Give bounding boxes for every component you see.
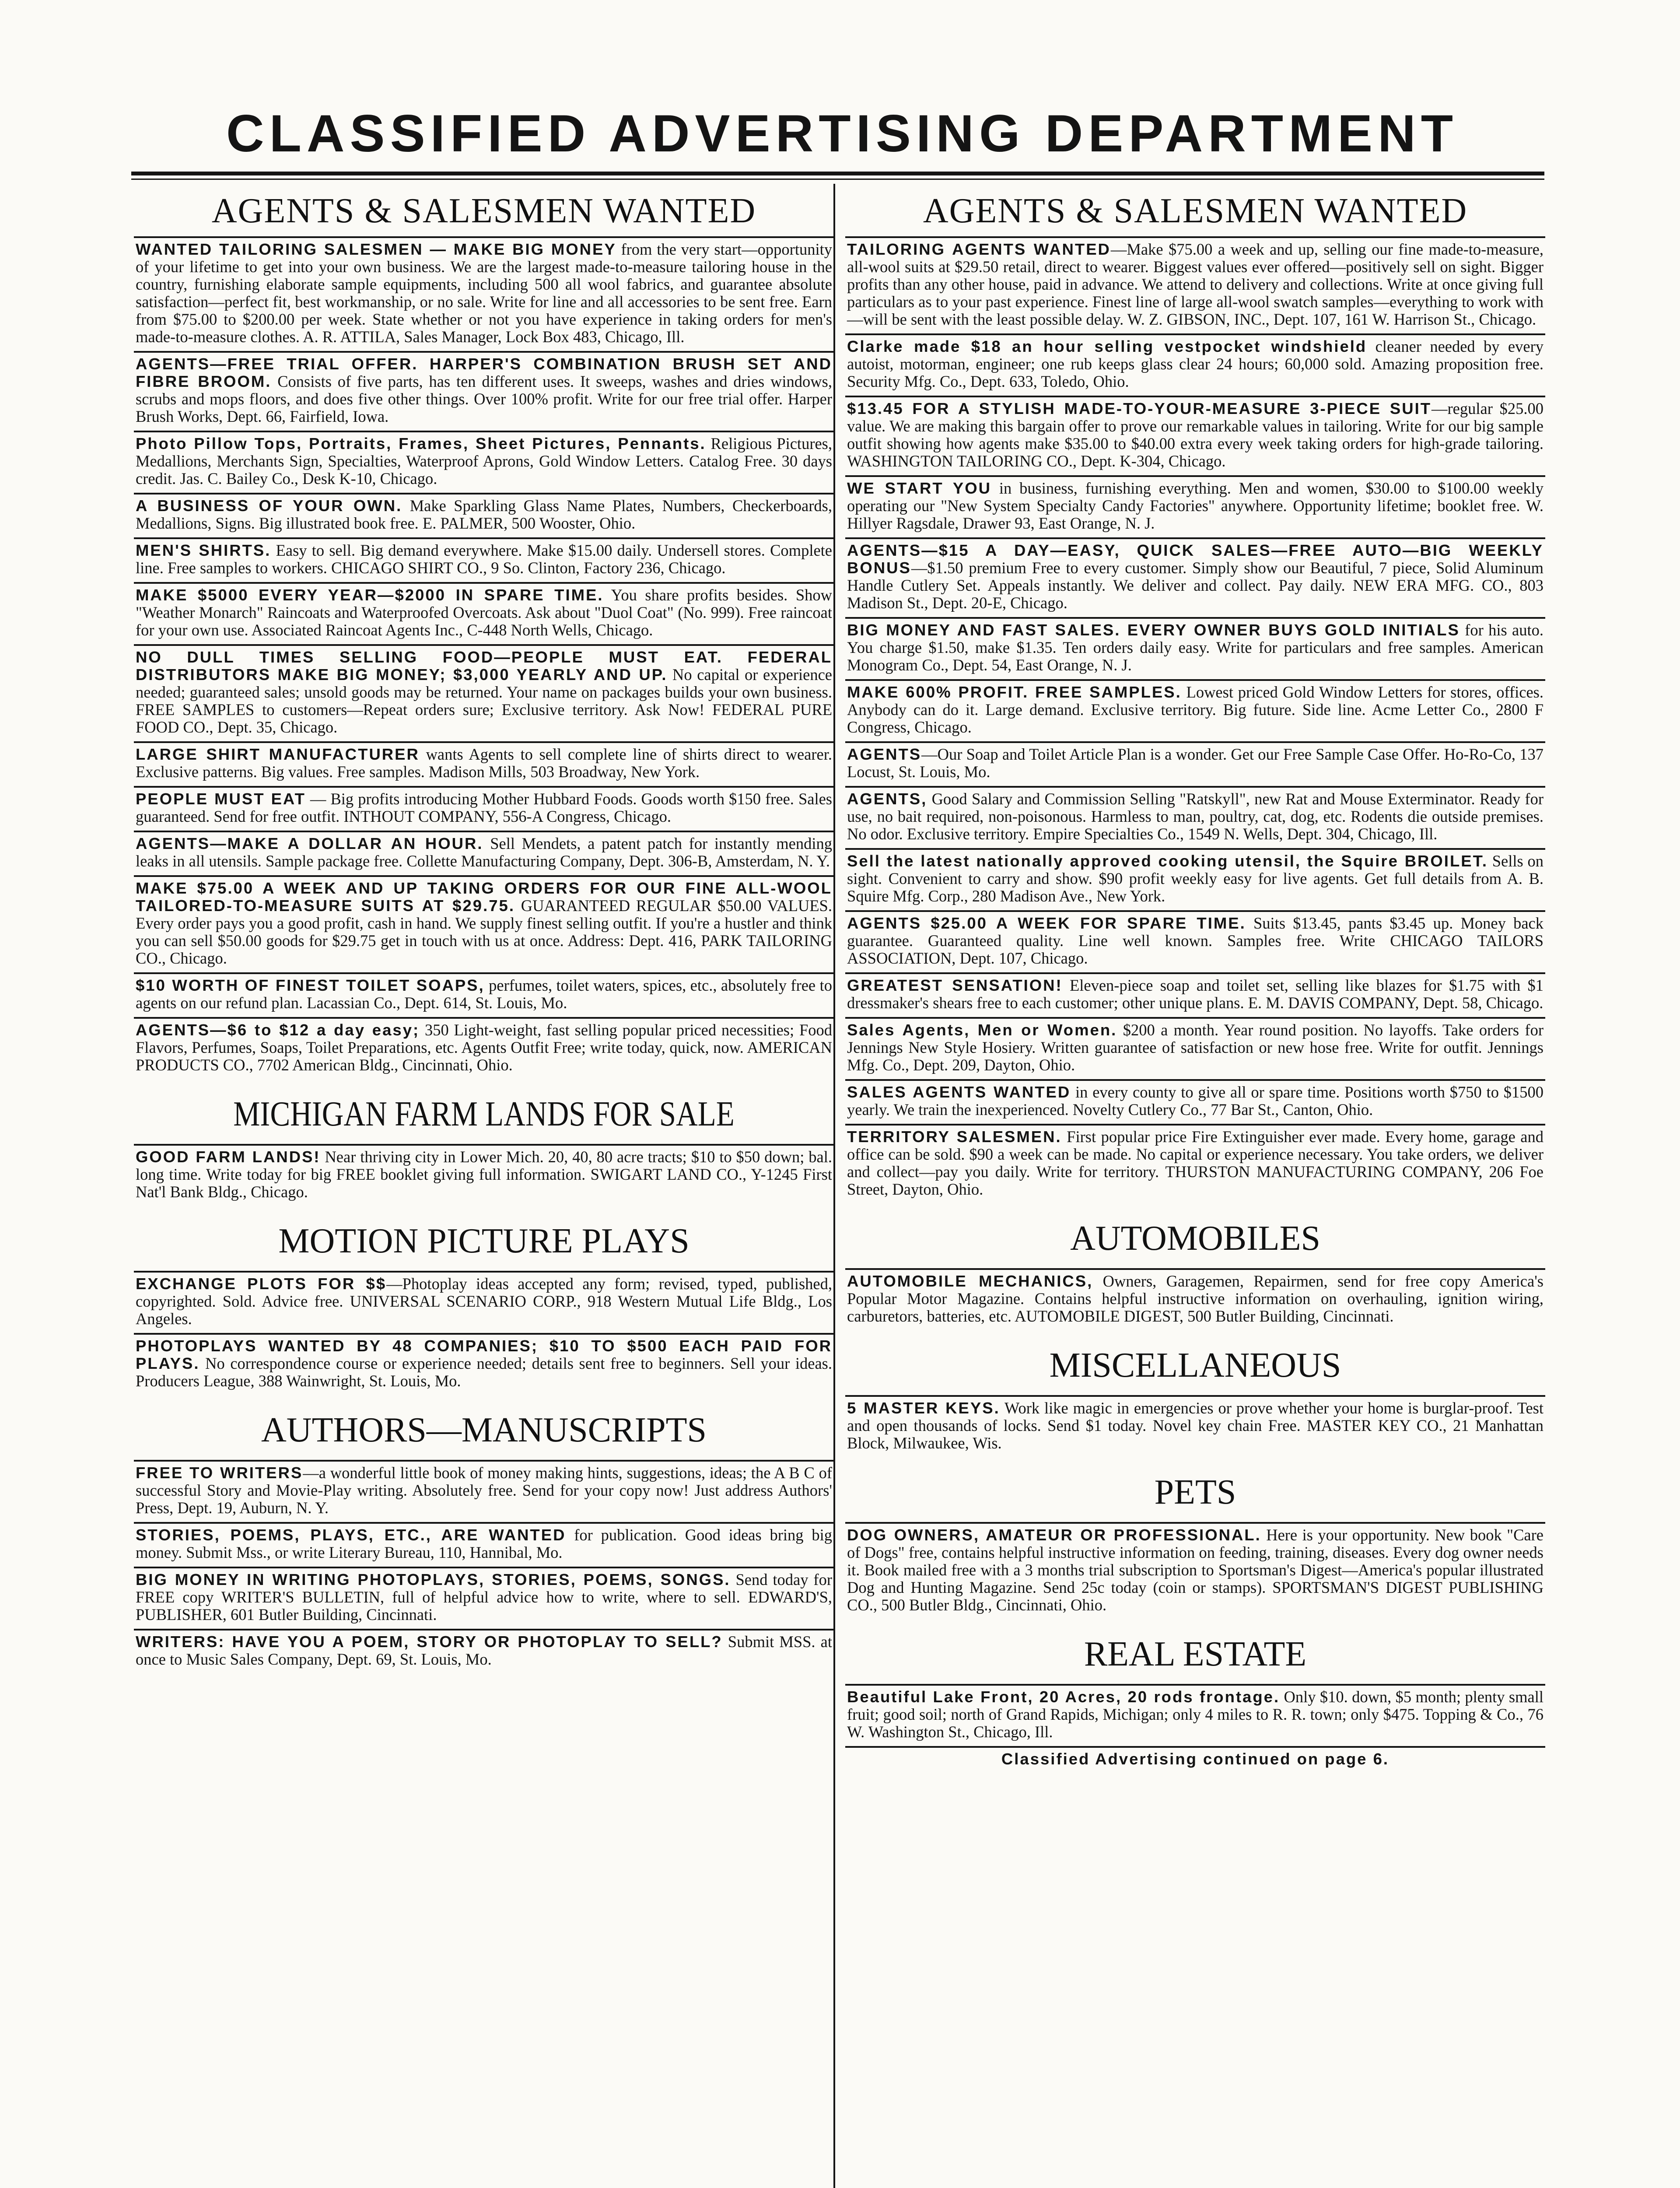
ad-body-text: Sells on sight. Convenient to carry and show. $90 profit weekly easy for live agents. Get full details from A. B. Squire Mfg. Corp., 280 Madison Ave., New York. [847, 852, 1544, 905]
ad-list-miscellaneous [845, 1395, 1545, 1457]
classified-ad [845, 786, 1545, 848]
classified-ad [845, 848, 1545, 910]
ad-body-text: 350 Light-weight, fast selling popular priced necessities; Food Flavors, Perfumes, Soaps, Toilet Preparations, etc. Agents Outfit Free; write today, quick, now. AMERICAN PRODUCTS CO., 7702 American Bldg., Cincinnati, Ohio. [136, 1021, 833, 1074]
ad-body-text: Make Sparkling Glass Name Plates, Numbers, Checkerboards, Medallions, Signs. Big illustrated book free. E. PALMER, 500 Wooster, Ohio. [136, 497, 832, 532]
ad-lead-text: TERRITORY SALESMEN. [847, 1128, 1062, 1146]
ad-body-text: Easy to sell. Big demand everywhere. Make $15.00 daily. Undersell stores. Complete line. Free samples to workers. CHICAGO SHIRT CO., 9 So. Clinton, Factory 236, Chicago. [136, 541, 833, 577]
ad-body-text: Send today for FREE copy WRITER'S BULLETIN, full of helpful advice how to write, where to sell. EDWARD'S, PUBLISHER, 601 Butler Building, Cincinnati. [136, 1571, 832, 1623]
ad-lead-text: MAKE $5000 EVERY YEAR—$2000 IN SPARE TIME. [136, 586, 604, 604]
classified-ad [845, 1017, 1545, 1079]
classified-ad [134, 1567, 834, 1629]
ad-lead-text: AGENTS—FREE TRIAL OFFER. HARPER'S COMBINATION BRUSH SET AND FIBRE BROOM. [136, 355, 832, 390]
classified-ad [134, 644, 834, 741]
ad-lead-text: Clarke made $18 an hour selling vestpocket windshield [847, 337, 1367, 355]
ad-body-text: —regular $25.00 value. We are making this bargain offer to prove our remarkable values in tailoring. Write for our big sample outfit showing how agents make $35.00 to $40.00 extra every week taking orders for high-grade tailoring. WASHINGTON TAILORING CO., Dept. K-304, Chicago. [847, 400, 1544, 470]
section-heading-real-estate: REAL ESTATE [1084, 1635, 1307, 1673]
ad-body-text: Near thriving city in Lower Mich. 20, 40, 80 acre tracts; $10 to $50 down; bal. long time. Write today for big FREE booklet giving full information. SWIGART LAND CO., Y-1245 First Nat'l Bank Bldg., Chicago. [136, 1148, 833, 1201]
ad-lead-text: BIG MONEY IN WRITING PHOTOPLAYS, STORIES, POEMS, SONGS. [136, 1571, 731, 1588]
classified-ad [134, 236, 834, 351]
ad-body-text: Sell Mendets, a patent patch for instantly mending leaks in all utensils. Sample package free. Collette Manufacturing Company, Dept. 306-B, Amsterdam, N. Y. [136, 835, 833, 870]
classified-ad [134, 431, 834, 493]
ad-lead-text: AGENTS—MAKE A DOLLAR AN HOUR. [136, 835, 483, 852]
ad-lead-text: MAKE 600% PROFIT. FREE SAMPLES. [847, 683, 1182, 701]
classified-ad [845, 333, 1545, 396]
ad-body-text: for his auto. You charge $1.50, make $1.35. Ten orders daily easy. Write for particulars and free samples. American Monogram Co., Dept. 54, East Orange, N. J. [847, 621, 1544, 674]
classified-ad [134, 1333, 834, 1395]
ad-body-text: —Photoplay ideas accepted any form; revised, typed, published, copyrighted. Sold. Advice free. UNIVERSAL SCENARIO CORP., 918 Western Mutual Life Bldg., Los Angeles. [136, 1275, 832, 1328]
ad-list-pets [845, 1522, 1545, 1619]
classified-ad [845, 1124, 1545, 1203]
section-heading-authors: AUTHORS—MANUSCRIPTS [261, 1411, 707, 1449]
ad-lead-text: $13.45 FOR A STYLISH MADE-TO-YOUR-MEASURE 3-PIECE SUIT [847, 400, 1432, 417]
ad-body-text: cleaner needed by every autoist, motorman, engineer; one rub keeps glass clear 24 hours; 60,000 sold. Amazing proposition free. Security Mfg. Co., Dept. 633, Toledo, Ohio. [847, 337, 1544, 390]
ad-list-automobiles [845, 1268, 1545, 1330]
ad-lead-text: SALES AGENTS WANTED [847, 1083, 1071, 1101]
ad-body-text: Only $10. down, $5 month; plenty small fruit; good soil; north of Grand Rapids, Michigan; only 4 miles to R. R. town; only $475. Topping & Co., 76 W. Washington St., Chicago, Ill. [847, 1688, 1544, 1741]
ad-body-text: Here is your opportunity. New book "Care of Dogs" free, contains helpful instructive information on feeding, training, diseases. Every dog owner needs it. Book mailed free with a 3 months trial subscription to Sportsman's Digest—America's popular illustrated Dog and Hunting Magazine. Send 25c today (coin or stamps). SPORTSMAN'S DIGEST PUBLISHING CO., 500 Butler Bldg., Cincinnati, Ohio. [847, 1526, 1544, 1614]
section-heading-motion-picture: MOTION PICTURE PLAYS [278, 1222, 690, 1260]
ad-lead-text: GREATEST SENSATION! [847, 976, 1063, 994]
ad-lead-text: WANTED TAILORING SALESMEN — MAKE BIG MONEY [136, 240, 616, 258]
section-heading-agents-right: AGENTS & SALESMEN WANTED [923, 192, 1468, 230]
ad-lead-text: 5 MASTER KEYS. [847, 1399, 1000, 1417]
ad-lead-text: MEN'S SHIRTS. [136, 541, 271, 559]
ad-body-text: —a wonderful little book of money making hints, suggestions, ideas; the A B C of successful Story and Movie-Play writing. Absolutely free. Send for your copy now! Just address Authors' Press, Dept. 19, Auburn, N. Y. [136, 1464, 832, 1517]
ad-body-text: Owners, Garagemen, Repairmen, send for free copy America's Popular Motor Magazine. Contains helpful instructive information on overhauling, ignition wiring, carburetors, batteries, etc. AUTOMOBILE DIGEST, 500 Butler Building, Cincinnati. [847, 1272, 1544, 1325]
classified-ad [845, 741, 1545, 786]
ad-lead-text: WE START YOU [847, 479, 991, 497]
ad-lead-text: WRITERS: HAVE YOU A POEM, STORY OR PHOTOPLAY TO SELL? [136, 1633, 723, 1651]
classified-ad [134, 1271, 834, 1333]
ad-lead-text: Sales Agents, Men or Women. [847, 1021, 1117, 1039]
classified-ad [134, 972, 834, 1017]
classified-ad [134, 537, 834, 582]
ad-body-text: perfumes, toilet waters, spices, etc., absolutely free to agents on our refund plan. Lacassian Co., Dept. 614, St. Louis, Mo. [136, 976, 832, 1012]
section-heading-miscellaneous: MISCELLANEOUS [1049, 1346, 1341, 1385]
classified-ad [845, 910, 1545, 972]
ad-list-motion-picture [134, 1271, 834, 1395]
ad-lead-text: AGENTS—$15 A DAY—EASY, QUICK SALES—FREE AUTO—BIG WEEKLY BONUS [847, 541, 1544, 577]
ad-body-text: First popular price Fire Extinguisher ever made. Every home, garage and office can be sold. $90 a week can be made. No capital or experience necessary. You take orders, we deliver and collect—pay you daily. Write for territory. THURSTON MANUFACTURING COMPANY, 206 Foe Street, Dayton, Ohio. [847, 1128, 1544, 1198]
continued-note [845, 1746, 1545, 1773]
section-heading-agents: AGENTS & SALESMEN WANTED [211, 192, 756, 230]
classified-ad [845, 1522, 1545, 1619]
classified-ad [845, 1684, 1545, 1746]
ad-lead-text: $10 WORTH OF FINEST TOILET SOAPS, [136, 976, 485, 994]
ad-body-text: You share profits besides. Show "Weather Monarch" Raincoats and Waterproofed Overcoats. Ask about "Duol Coat" (No. 999). Free raincoat for your own use. Associated Raincoat Agents Inc., C-448 North Wells, Chicago. [136, 586, 832, 639]
classified-ad [134, 1460, 834, 1522]
ad-body-text: from the very start—opportunity of your lifetime to get into your own business. We are the largest made-to-measure tailoring house in the country, furnishing elaborate sample equipments, including 500 all wool fabrics, and guarantee absolute satisfaction—perfect fit, best workmanship, or no sale. Write for line and all accessories to be sent free. Earn from $75.00 to $200.00 per week. State whether or not you have experience in taking orders for men's made-to-measure clothes. A. R. ATTILA, Sales Manager, Lock Box 483, Chicago, Ill. [136, 240, 832, 346]
ad-lead-text: AGENTS, [847, 790, 928, 808]
classified-ad [134, 351, 834, 431]
ad-lead-text: TAILORING AGENTS WANTED [847, 240, 1111, 258]
ad-list-authors [134, 1460, 834, 1673]
classified-ad [134, 831, 834, 875]
ad-lead-text: FREE TO WRITERS [136, 1464, 303, 1482]
ad-lead-text: Photo Pillow Tops, Portraits, Frames, Sheet Pictures, Pennants. [136, 435, 706, 452]
classified-ad [845, 537, 1545, 617]
ad-body-text: Consists of five parts, has ten different uses. It sweeps, washes and dries windows, scrubs and mops floors, and does five other things. Over 100% profit. Write for our free trial offer. Harper Brush Works, Dept. 66, Fairfield, Iowa. [136, 372, 832, 425]
ad-lead-text: DOG OWNERS, AMATEUR OR PROFESSIONAL. [847, 1526, 1261, 1544]
ad-body-text: —Our Soap and Toilet Article Plan is a wonder. Get our Free Sample Case Offer. Ho-Ro-Co, 137 Locust, St. Louis, Mo. [847, 745, 1544, 781]
ad-lead-text: STORIES, POEMS, PLAYS, ETC., ARE WANTED [136, 1526, 566, 1544]
ad-lead-text: AGENTS—$6 to $12 a day easy; [136, 1021, 420, 1039]
ad-body-text: $200 a month. Year round position. No layoffs. Take orders for Jennings New Style Hosiery. Written guarantee of satisfaction or new hose free. Write for outfit. Jennings Mfg. Co., Dept. 209, Dayton, Ohio. [847, 1021, 1544, 1074]
classified-ad [134, 1144, 834, 1206]
ad-body-text: Submit MSS. at once to Music Sales Company, Dept. 69, St. Louis, Mo. [136, 1633, 832, 1668]
ad-lead-text: Sell the latest nationally approved cooking utensil, the Squire BROILET. [847, 852, 1488, 870]
classified-ad [134, 582, 834, 644]
ad-body-text: —$1.50 premium Free to every customer. Simply show our Beautiful, 7 piece, Solid Aluminum Handle Cutlery Set. Appeals instantly. We deliver and collect. Pay daily. NEW ERA MFG. CO., 803 Madison St., Dept. 20-E, Chicago. [847, 559, 1544, 612]
ad-lead-text: NO DULL TIMES SELLING FOOD—PEOPLE MUST EAT. FEDERAL DISTRIBUTORS MAKE BIG MONEY; $3,000 YEARLY AND UP. [136, 648, 832, 684]
ad-body-text: No correspondence course or experience needed; details sent free to beginners. Sell your ideas. Producers League, 388 Wainwright, St. Louis, Mo. [136, 1354, 832, 1390]
classified-ad [845, 679, 1545, 741]
ad-list-michigan [134, 1144, 834, 1206]
section-heading-automobiles: AUTOMOBILES [1070, 1219, 1320, 1258]
classified-ad [845, 396, 1545, 475]
classified-ad [134, 1629, 834, 1673]
ad-lead-text: EXCHANGE PLOTS FOR $$ [136, 1275, 387, 1293]
classified-ad [845, 475, 1545, 537]
classified-ad [845, 236, 1545, 333]
ad-lead-text: AGENTS $25.00 A WEEK FOR SPARE TIME. [847, 914, 1246, 932]
ad-lead-text: PEOPLE MUST EAT [136, 790, 306, 808]
classified-ad [134, 741, 834, 786]
ad-body-text: Suits $13.45, pants $3.45 up. Money back guarantee. Guaranteed quality. Line well known. Samples free. Write CHICAGO TAILORS ASSOCIATION, Dept. 107, Chicago. [847, 914, 1544, 967]
ad-body-text: for publication. Good ideas bring big money. Submit Mss., or write Literary Bureau, 110, Hannibal, Mo. [136, 1526, 832, 1561]
ad-body-text: Lowest priced Gold Window Letters for stores, offices. Anybody can do it. Large demand. Exclusive territory. Big future. Side line. Acme Letter Co., 2800 F Congress, Chicago. [847, 683, 1544, 736]
classified-ad [845, 617, 1545, 679]
ad-body-text: Good Salary and Commission Selling "Ratskyll", new Rat and Mouse Exterminator. Ready for use, no bait required, non-poisonous. Harmless to man, poultry, cat, dog, etc. Rodents die outside premises. No odor. Exclusive territory. Empire Specialties Co., 1549 N. Wells, Dept. 304, Chicago, Ill. [847, 790, 1544, 843]
classified-ad [134, 493, 834, 537]
ad-body-text: —Make $75.00 a week and up, selling our fine made-to-measure, all-wool suits at $29.50 retail, direct to wearer. Biggest values ever offered—positively sell on sight. Bigger profits than any other house, paid in advance. We attend to delivery and collections. Write at once giving full particulars as to your past experience. Finest line of large all-wool swatch samples—everything to work with—will be sent with the least possible delay. W. Z. GIBSON, INC., Dept. 107, 161 W. Harrison St., Chicago. [847, 240, 1544, 328]
section-heading-pets: PETS [1154, 1473, 1236, 1511]
ad-list-agents-left [134, 236, 834, 1079]
ad-body-text: in business, furnishing everything. Men and women, $30.00 to $100.00 weekly operating our "New System Specialty Candy Factories" anywhere. Opportunity lifetime; booklet free. W. Hillyer Ragsdale, Drawer 93, East Orange, N. J. [847, 479, 1544, 532]
ad-body-text: Work like magic in emergencies or prove whether your home is burglar-proof. Test and open thousands of locks. Send $1 today. Novel key chain Free. MASTER KEY CO., 21 Manhattan Block, Milwaukee, Wis. [847, 1399, 1544, 1452]
masthead-rule [131, 172, 1544, 175]
left-column [134, 188, 834, 1673]
classified-ad [134, 786, 834, 831]
ad-lead-text: MAKE $75.00 A WEEK AND UP TAKING ORDERS FOR OUR FINE ALL-WOOL TAILORED-TO-MEASURE SUITS AT $29.75. [136, 879, 832, 915]
right-column [845, 188, 1545, 1773]
continued-note-text: Classified Advertising continued on page 6. [1001, 1750, 1390, 1768]
ad-lead-text: Beautiful Lake Front, 20 Acres, 20 rods frontage. [847, 1688, 1280, 1706]
ad-body-text: No capital or experience needed; guaranteed sales; unsold goods may be returned. Your name on packages builds your own business. FREE SAMPLES to customers—Repeat orders sure; Exclusive territory. Ask Now! FEDERAL PURE FOOD CO., Dept. 35, Chicago. [136, 666, 833, 736]
ad-lead-text: AGENTS [847, 745, 922, 763]
ad-lead-text: GOOD FARM LANDS! [136, 1148, 321, 1166]
ad-list-agents-right [845, 236, 1545, 1203]
ad-list-real-estate [845, 1684, 1545, 1746]
ad-lead-text: BIG MONEY AND FAST SALES. EVERY OWNER BUYS GOLD INITIALS [847, 621, 1460, 639]
section-heading-michigan: MICHIGAN FARM LANDS FOR SALE [233, 1095, 735, 1133]
classified-ad [845, 1395, 1545, 1457]
classified-ad [134, 875, 834, 972]
ad-body-text: Eleven-piece soap and toilet set, selling like blazes for $1.75 with $1 dressmaker's shears free to each customer; other unique plans. E. M. DAVIS COMPANY, Dept. 58, Chicago. [847, 976, 1544, 1012]
masthead-rule-thin [131, 179, 1544, 180]
ad-lead-text: AUTOMOBILE MECHANICS, [847, 1272, 1093, 1290]
classified-ad [134, 1017, 834, 1079]
classified-ad [845, 972, 1545, 1017]
classified-ad [134, 1522, 834, 1567]
classified-ad [845, 1268, 1545, 1330]
ad-body-text: GUARANTEED REGULAR $50.00 VALUES. Every order pays you a good profit, cash in hand. We supply finest selling outfit. If you're a hustler and think you can sell $50.00 goods for $29.75 get in touch with us at once. Address: Dept. 416, PARK TAILORING CO., Chicago. [136, 897, 832, 967]
ad-body-text: wants Agents to sell complete line of shirts direct to wearer. Exclusive patterns. Big values. Free samples. Madison Mills, 503 Broadway, New York. [136, 745, 832, 781]
ad-lead-text: A BUSINESS OF YOUR OWN. [136, 497, 402, 515]
classified-ad [845, 1079, 1545, 1124]
ad-body-text: — Big profits introducing Mother Hubbard Foods. Goods worth $150 free. Sales guaranteed. Send for free outfit. INTHOUT COMPANY, 556-A Congress, Chicago. [136, 790, 833, 825]
ad-body-text: in every county to give all or spare time. Positions worth $750 to $1500 yearly. We train the inexperienced. Novelty Cutlery Co., 77 Bar St., Canton, Ohio. [847, 1083, 1544, 1119]
page-masthead: CLASSIFIED ADVERTISING DEPARTMENT [226, 104, 1459, 163]
ad-body-text: Religious Pictures, Medallions, Merchants Sign, Specialties, Waterproof Aprons, Gold Window Letters. Catalog Free. 30 days credit. Jas. C. Bailey Co., Desk K-10, Chicago. [136, 435, 833, 487]
ad-lead-text: PHOTOPLAYS WANTED BY 48 COMPANIES; $10 TO $500 EACH PAID FOR PLAYS. [136, 1337, 832, 1372]
ad-lead-text: LARGE SHIRT MANUFACTURER [136, 745, 420, 763]
